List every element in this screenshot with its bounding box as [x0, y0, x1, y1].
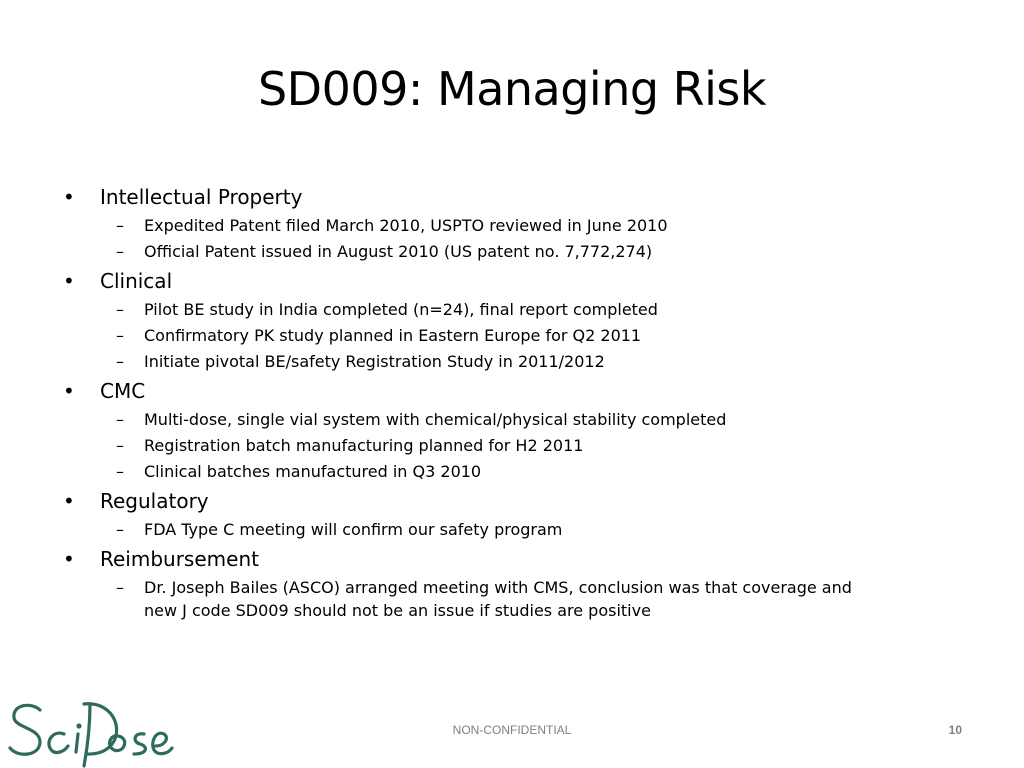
footer-confidentiality: NON-CONFIDENTIAL [452, 723, 572, 737]
topic-label: Clinical [100, 269, 173, 293]
list-item [116, 408, 960, 431]
list-item-text: Dr. Joseph Bailes (ASCO) arranged meeting with CMS, conclusion was that coverage and new J code SD009 should not be an issue if studies are positive [144, 578, 852, 620]
bullet-icon: • [63, 269, 75, 293]
topic-label: Regulatory [100, 489, 209, 513]
list-item-text: Pilot BE study in India completed (n=24), final report completed [144, 300, 658, 319]
list-item [116, 324, 960, 347]
dash-icon: – [116, 242, 124, 261]
dash-icon: – [116, 410, 124, 429]
list-item [116, 576, 960, 622]
list-item-text: Registration batch manufacturing planned for H2 2011 [144, 436, 584, 455]
slide-title: SD009: Managing Risk [257, 62, 767, 116]
bullet-icon: • [63, 489, 75, 513]
topic-regulatory [60, 486, 960, 541]
slide-content [60, 182, 960, 625]
dash-icon: – [116, 216, 124, 235]
dash-icon: – [116, 352, 124, 371]
dash-icon: – [116, 520, 124, 539]
dash-icon: – [116, 300, 124, 319]
topic-cmc [60, 376, 960, 483]
list-item-text: Confirmatory PK study planned in Eastern Europe for Q2 2011 [144, 326, 642, 345]
list-item [116, 434, 960, 457]
bullet-icon: • [63, 185, 75, 209]
list-item-text: Multi-dose, single vial system with chemical/physical stability completed [144, 410, 727, 429]
list-item-text: Initiate pivotal BE/safety Registration Study in 2011/2012 [144, 352, 605, 371]
list-item [116, 298, 960, 321]
dash-icon: – [116, 436, 124, 455]
topic-reimbursement [60, 544, 960, 622]
bullet-icon: • [63, 379, 75, 403]
dash-icon: – [116, 326, 124, 345]
list-item [116, 240, 960, 263]
page-number: 10 [948, 723, 962, 737]
list-item [116, 350, 960, 373]
topic-label: Reimbursement [100, 547, 259, 571]
topic-label: Intellectual Property [100, 185, 303, 209]
topic-clinical [60, 266, 960, 373]
topic-label: CMC [100, 379, 146, 403]
list-item [116, 214, 960, 237]
list-item-text: FDA Type C meeting will confirm our safety program [144, 520, 563, 539]
list-item [116, 460, 960, 483]
list-item-text: Expedited Patent filed March 2010, USPTO reviewed in June 2010 [144, 216, 668, 235]
list-item [116, 518, 960, 541]
list-item-text: Clinical batches manufactured in Q3 2010 [144, 462, 482, 481]
list-item-text: Official Patent issued in August 2010 (US patent no. 7,772,274) [144, 242, 653, 261]
topic-intellectual-property [60, 182, 960, 263]
bullet-icon: • [63, 547, 75, 571]
dash-icon: – [116, 578, 124, 597]
dash-icon: – [116, 462, 124, 481]
